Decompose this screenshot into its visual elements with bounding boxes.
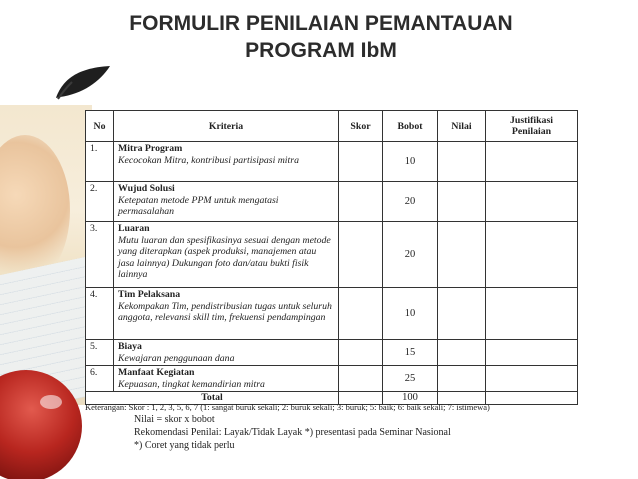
weight-cell: 25 bbox=[383, 366, 438, 392]
criteria-name: Luaran bbox=[118, 223, 150, 234]
title-line-2: PROGRAM IbM bbox=[245, 39, 397, 62]
row-number: 5. bbox=[86, 340, 114, 366]
decorative-photo bbox=[0, 95, 92, 479]
total-label: Total bbox=[86, 392, 339, 405]
criteria-description: Kekompakan Tim, pendistribusian tugas untuk seluruh anggota, relevansi skill tim, frekuensi pendampingan bbox=[118, 300, 332, 323]
criteria-description: Ketepatan metode PPM untuk mengatasi permasalahan bbox=[118, 194, 279, 217]
header-justifikasi: Justifikasi Penilaian bbox=[486, 111, 578, 142]
criteria-name: Biaya bbox=[118, 341, 142, 352]
criteria-description: Mutu luaran dan spesifikasinya sesuai dengan metode yang diterapkan (aspek produksi, manajemen atau jasa lainnya) Dukungan foto dan/atau bukti fisik lainnya bbox=[118, 234, 331, 280]
score-cell[interactable] bbox=[339, 366, 383, 392]
table-row bbox=[86, 288, 578, 340]
header-kriteria: Kriteria bbox=[114, 111, 339, 142]
notes bbox=[85, 402, 605, 452]
table-row bbox=[86, 222, 578, 288]
value-cell[interactable] bbox=[438, 340, 486, 366]
justification-cell[interactable] bbox=[486, 142, 578, 182]
apple-highlight bbox=[40, 395, 62, 409]
total-weight: 100 bbox=[383, 392, 438, 405]
weight-cell: 20 bbox=[383, 222, 438, 288]
score-cell[interactable] bbox=[339, 222, 383, 288]
score-cell[interactable] bbox=[339, 182, 383, 222]
criteria-name: Manfaat Kegiatan bbox=[118, 367, 195, 378]
criteria-cell bbox=[114, 366, 339, 392]
table-row bbox=[86, 340, 578, 366]
table-row bbox=[86, 142, 578, 182]
justification-cell[interactable] bbox=[486, 182, 578, 222]
title-line-1: FORMULIR PENILAIAN PEMANTAUAN bbox=[129, 12, 513, 35]
strike-note: *) Coret yang tidak perlu bbox=[134, 440, 235, 451]
value-cell[interactable] bbox=[438, 288, 486, 340]
justification-cell[interactable] bbox=[486, 366, 578, 392]
criteria-name: Mitra Program bbox=[118, 143, 183, 154]
criteria-name: Wujud Solusi bbox=[118, 183, 175, 194]
leaf-icon bbox=[52, 64, 112, 100]
value-cell[interactable] bbox=[438, 366, 486, 392]
criteria-description: Kewajaran penggunaan dana bbox=[118, 352, 235, 364]
criteria-description: Kepuasan, tingkat kemandirian mitra bbox=[118, 378, 265, 390]
criteria-name: Tim Pelaksana bbox=[118, 289, 181, 300]
value-cell[interactable] bbox=[438, 182, 486, 222]
table-row bbox=[86, 182, 578, 222]
weight-cell: 10 bbox=[383, 288, 438, 340]
header-bobot: Bobot bbox=[383, 111, 438, 142]
page-title bbox=[86, 10, 556, 64]
justification-cell[interactable] bbox=[486, 288, 578, 340]
score-cell[interactable] bbox=[339, 142, 383, 182]
header-skor: Skor bbox=[339, 111, 383, 142]
row-number: 1. bbox=[86, 142, 114, 182]
table-header-row bbox=[86, 111, 578, 142]
score-cell[interactable] bbox=[339, 340, 383, 366]
weight-cell: 20 bbox=[383, 182, 438, 222]
criteria-cell bbox=[114, 288, 339, 340]
header-no: No bbox=[86, 111, 114, 142]
row-number: 3. bbox=[86, 222, 114, 288]
criteria-cell bbox=[114, 142, 339, 182]
row-number: 6. bbox=[86, 366, 114, 392]
header-nilai: Nilai bbox=[438, 111, 486, 142]
criteria-description: Kecocokan Mitra, kontribusi partisipasi mitra bbox=[118, 154, 299, 166]
criteria-cell bbox=[114, 182, 339, 222]
justification-cell[interactable] bbox=[486, 340, 578, 366]
value-cell[interactable] bbox=[438, 222, 486, 288]
score-cell[interactable] bbox=[339, 288, 383, 340]
recommendation-note: Rekomendasi Penilai: Layak/Tidak Layak *) presentasi pada Seminar Nasional bbox=[134, 427, 451, 438]
table-row bbox=[86, 366, 578, 392]
justification-cell[interactable] bbox=[486, 222, 578, 288]
row-number: 2. bbox=[86, 182, 114, 222]
weight-cell: 15 bbox=[383, 340, 438, 366]
row-number: 4. bbox=[86, 288, 114, 340]
weight-cell: 10 bbox=[383, 142, 438, 182]
assessment-table bbox=[85, 110, 578, 405]
keterangan-note: Keterangan: Skor : 1, 2, 3, 5, 6, 7 (1: sangat buruk sekali; 2: buruk sekali; 3: buruk; 5: baik; 6: baik sekali; 7: istimewa) bbox=[85, 402, 490, 412]
criteria-cell bbox=[114, 222, 339, 288]
value-cell[interactable] bbox=[438, 142, 486, 182]
formula-note: Nilai = skor x bobot bbox=[134, 414, 215, 425]
criteria-cell bbox=[114, 340, 339, 366]
